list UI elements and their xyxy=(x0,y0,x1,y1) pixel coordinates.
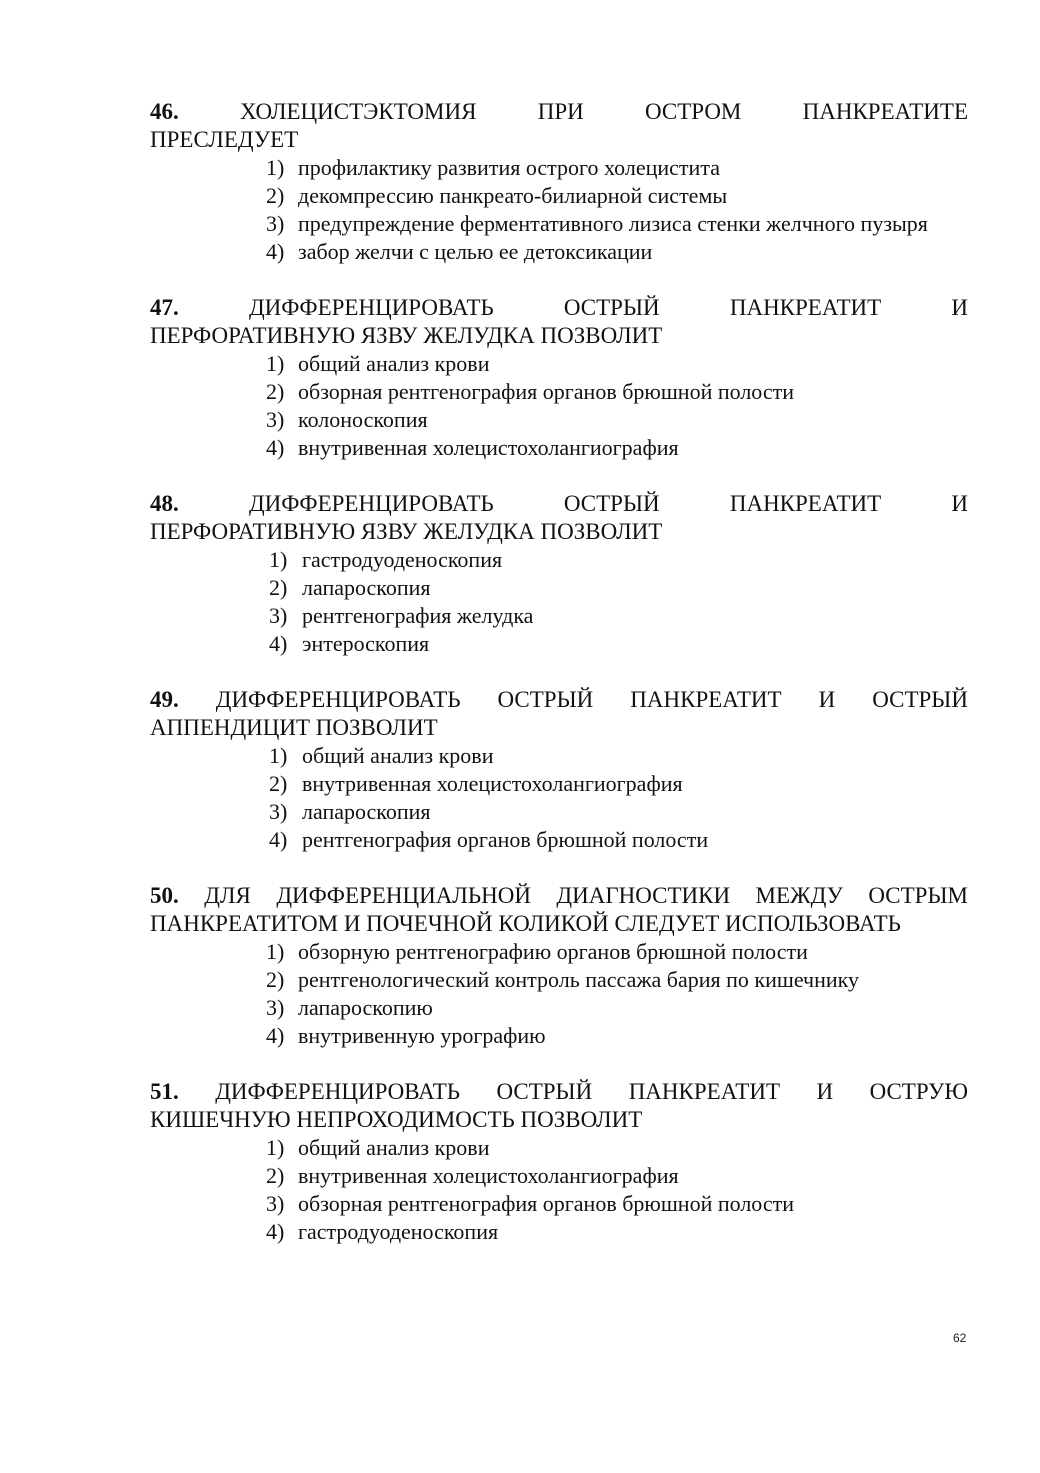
option-text: внутривенная холецистохолангиография xyxy=(298,1163,679,1188)
question-number: 46. xyxy=(150,99,179,124)
answer-option xyxy=(266,1134,968,1162)
answer-options xyxy=(150,742,968,854)
answer-options xyxy=(150,350,968,462)
question-stem-line-2: ПРЕСЛЕДУЕТ xyxy=(150,127,299,152)
option-number: 2) xyxy=(269,575,288,600)
stem-word: И xyxy=(816,1079,834,1104)
option-number: 3) xyxy=(269,603,288,628)
option-number: 2) xyxy=(266,1163,285,1188)
answer-option xyxy=(266,434,968,462)
answer-option xyxy=(266,182,968,210)
option-text: колоноскопия xyxy=(298,407,428,432)
stem-word: ДИАГНОСТИКИ xyxy=(556,883,731,908)
option-text: обзорная рентгенография органов брюшной полости xyxy=(298,379,794,404)
option-text: лапароскопию xyxy=(298,995,433,1020)
question-stem-line-2: ПАНКРЕАТИТОМ И ПОЧЕЧНОЙ КОЛИКОЙ СЛЕДУЕТ ИСПОЛЬЗОВАТЬ xyxy=(150,911,901,936)
question-number: 48. xyxy=(150,491,179,516)
answer-option xyxy=(266,238,968,266)
stem-word: И xyxy=(951,491,968,516)
option-number: 2) xyxy=(266,379,285,404)
option-number: 4) xyxy=(269,631,288,656)
answer-option xyxy=(266,406,968,434)
stem-word: ОСТРЫЙ xyxy=(872,687,968,712)
answer-option xyxy=(266,378,968,406)
option-number: 4) xyxy=(266,1023,285,1048)
answer-options xyxy=(150,1134,968,1246)
question-48 xyxy=(150,490,968,658)
question-number: 51. xyxy=(150,1079,179,1104)
question-stem-line-1 xyxy=(150,98,968,126)
option-text: лапароскопия xyxy=(302,799,431,824)
question-stem-line-2: АППЕНДИЦИТ ПОЗВОЛИТ xyxy=(150,715,438,740)
stem-word: ДИФФЕРЕНЦИРОВАТЬ xyxy=(248,491,494,516)
option-text: общий анализ крови xyxy=(302,743,494,768)
answer-option xyxy=(266,350,968,378)
answer-option xyxy=(269,742,968,770)
option-text: общий анализ крови xyxy=(298,1135,490,1160)
option-text: общий анализ крови xyxy=(298,351,490,376)
answer-options xyxy=(150,154,968,266)
option-text: внутривенная холецистохолангиография xyxy=(302,771,683,796)
question-number: 47. xyxy=(150,295,179,320)
option-text: рентгенография органов брюшной полости xyxy=(302,827,709,852)
option-number: 3) xyxy=(266,995,285,1020)
option-number: 3) xyxy=(269,799,288,824)
option-text: гастродуоденоскопия xyxy=(298,1219,499,1244)
stem-word: ПАНКРЕАТИТ xyxy=(729,295,882,320)
option-number: 4) xyxy=(266,435,285,460)
option-number: 1) xyxy=(266,155,285,180)
question-stem-line-1 xyxy=(150,490,968,518)
question-stem xyxy=(150,98,968,154)
stem-word: ПРИ xyxy=(537,99,584,124)
option-text: обзорная рентгенография органов брюшной полости xyxy=(298,1191,794,1216)
question-stem xyxy=(150,294,968,350)
option-text: обзорную рентгенографию органов брюшной полости xyxy=(298,939,808,964)
option-number: 4) xyxy=(269,827,288,852)
option-number: 1) xyxy=(266,1135,285,1160)
stem-word: ДИФФЕРЕНЦИРОВАТЬ xyxy=(215,1079,460,1104)
stem-word: ОСТРЫЙ xyxy=(563,295,660,320)
stem-word: ДИФФЕРЕНЦИАЛЬНОЙ xyxy=(276,883,531,908)
stem-word: ДИФФЕРЕНЦИРОВАТЬ xyxy=(248,295,494,320)
answer-option xyxy=(266,1022,968,1050)
option-number: 4) xyxy=(266,1219,285,1244)
stem-word: ПАНКРЕАТИТЕ xyxy=(802,99,968,124)
option-number: 1) xyxy=(266,939,285,964)
answer-option xyxy=(269,574,968,602)
option-number: 4) xyxy=(266,239,285,264)
option-text: рентгенологический контроль пассажа бария по кишечнику xyxy=(298,967,860,992)
answer-option xyxy=(266,210,968,238)
option-number: 3) xyxy=(266,407,285,432)
question-stem-line-2: КИШЕЧНУЮ НЕПРОХОДИМОСТЬ ПОЗВОЛИТ xyxy=(150,1107,643,1132)
option-number: 1) xyxy=(266,351,285,376)
question-number: 50. xyxy=(150,883,179,908)
option-text: предупреждение ферментативного лизиса стенки желчного пузыря xyxy=(298,211,928,236)
question-stem-line-2: ПЕРФОРАТИВНУЮ ЯЗВУ ЖЕЛУДКА ПОЗВОЛИТ xyxy=(150,323,663,348)
question-stem xyxy=(150,882,968,938)
answer-options xyxy=(150,938,968,1050)
question-stem-line-1 xyxy=(150,882,968,910)
option-number: 2) xyxy=(266,967,285,992)
answer-option xyxy=(269,770,968,798)
option-number: 3) xyxy=(266,211,285,236)
stem-word: ОСТРЫМ xyxy=(868,883,968,908)
stem-word: И xyxy=(951,295,968,320)
option-text: забор желчи с целью ее детоксикации xyxy=(298,239,653,264)
answer-option xyxy=(266,1218,968,1246)
question-stem-line-1 xyxy=(150,686,968,714)
question-stem xyxy=(150,490,968,546)
question-47 xyxy=(150,294,968,462)
question-stem-line-2: ПЕРФОРАТИВНУЮ ЯЗВУ ЖЕЛУДКА ПОЗВОЛИТ xyxy=(150,519,663,544)
answer-option xyxy=(269,826,968,854)
stem-word: ДИФФЕРЕНЦИРОВАТЬ xyxy=(215,687,461,712)
question-number: 49. xyxy=(150,687,179,712)
answer-option xyxy=(266,1162,968,1190)
option-text: рентгенография желудка xyxy=(302,603,534,628)
stem-word: ОСТРОМ xyxy=(644,99,742,124)
stem-word: ПАНКРЕАТИТ xyxy=(729,491,882,516)
option-text: профилактику развития острого холецистита xyxy=(298,155,720,180)
question-stem-line-1 xyxy=(150,1078,968,1106)
option-number: 1) xyxy=(269,743,288,768)
question-stem xyxy=(150,686,968,742)
stem-word: МЕЖДУ xyxy=(755,883,843,908)
answer-option xyxy=(266,966,968,994)
question-stem-line-1 xyxy=(150,294,968,322)
page-number: 62 xyxy=(953,1331,967,1345)
answer-option xyxy=(266,1190,968,1218)
answer-option xyxy=(269,546,968,574)
stem-word: И xyxy=(818,687,836,712)
answer-options xyxy=(150,546,968,658)
option-number: 2) xyxy=(266,183,285,208)
option-text: декомпрессию панкреато-билиарной системы xyxy=(298,183,728,208)
answer-option xyxy=(269,798,968,826)
stem-word: ПАНКРЕАТИТ xyxy=(630,687,782,712)
stem-word: ПАНКРЕАТИТ xyxy=(628,1079,780,1104)
option-text: внутривенную урографию xyxy=(298,1023,546,1048)
option-text: энтероскопия xyxy=(302,631,430,656)
option-text: внутривенная холецистохолангиография xyxy=(298,435,679,460)
stem-word: ОСТРЫЙ xyxy=(563,491,660,516)
question-50 xyxy=(150,882,968,1050)
answer-option xyxy=(266,938,968,966)
option-number: 2) xyxy=(269,771,288,796)
option-text: лапароскопия xyxy=(302,575,431,600)
option-number: 1) xyxy=(269,547,288,572)
answer-option xyxy=(269,602,968,630)
question-51 xyxy=(150,1078,968,1246)
question-49 xyxy=(150,686,968,854)
question-stem xyxy=(150,1078,968,1134)
stem-word: ОСТРЫЙ xyxy=(496,1079,593,1104)
answer-option xyxy=(269,630,968,658)
stem-word: ОСТРЫЙ xyxy=(497,687,594,712)
document-page xyxy=(150,98,968,1274)
answer-option xyxy=(266,154,968,182)
answer-option xyxy=(266,994,968,1022)
stem-word: ХОЛЕЦИСТЭКТОМИЯ xyxy=(240,99,477,124)
option-number: 3) xyxy=(266,1191,285,1216)
stem-word: ДЛЯ xyxy=(204,883,251,908)
stem-word: ОСТРУЮ xyxy=(869,1079,968,1104)
option-text: гастродуоденоскопия xyxy=(302,547,503,572)
question-46 xyxy=(150,98,968,266)
